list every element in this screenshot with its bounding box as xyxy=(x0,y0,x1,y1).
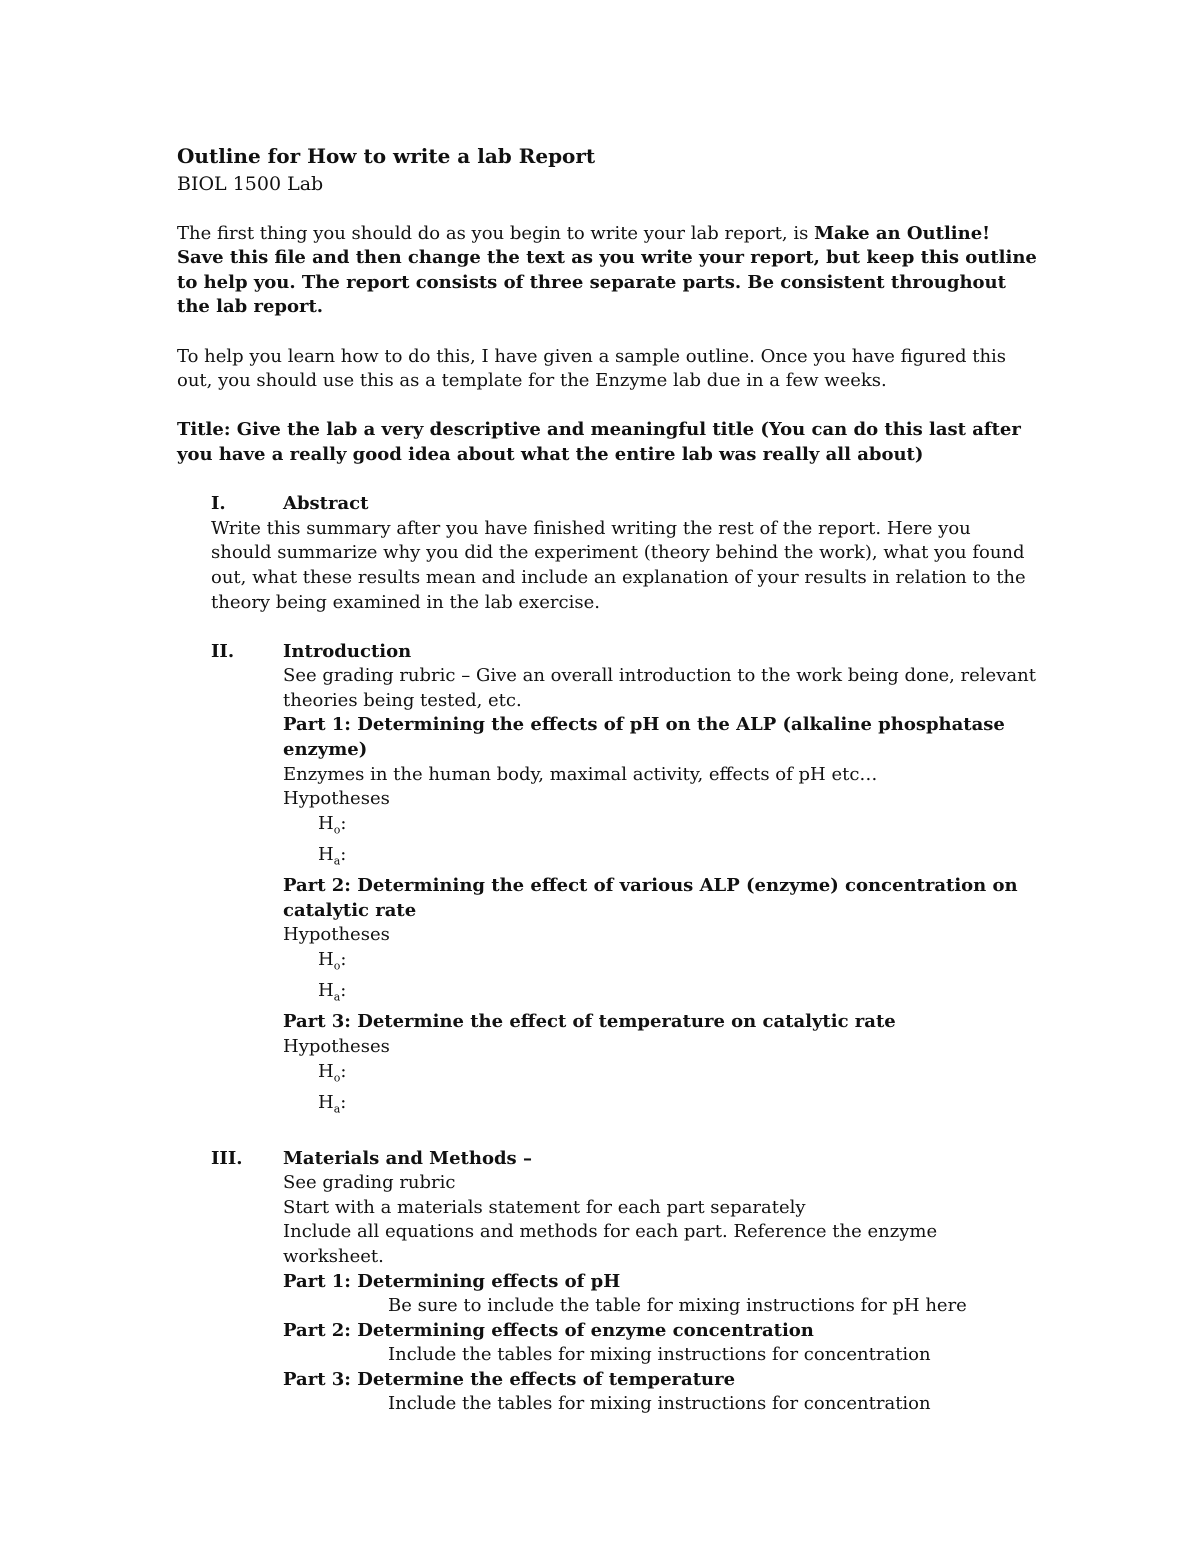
hypothesis-sub: o xyxy=(333,823,341,837)
section-number: II. xyxy=(211,640,235,662)
methods-part1-text: Be sure to include the table for mixing instructions for pH here xyxy=(388,1295,967,1317)
null-hypothesis xyxy=(318,812,1037,843)
spacer xyxy=(177,468,1037,493)
hypothesis-colon: : xyxy=(340,980,347,1002)
hypothesis-h: H xyxy=(318,812,334,834)
section-number: I. xyxy=(211,493,226,515)
methods-heading xyxy=(211,1147,1037,1172)
introduction-text: See grading rubric – Give an overall introduction to the work being done, relevant theories being tested, etc. xyxy=(283,665,1036,711)
intro-part1-title: Part 1: Determining the effects of pH on the ALP (alkaline phosphatase enzyme) xyxy=(283,714,1005,761)
abstract-heading xyxy=(211,492,1037,517)
intro-lead-text: The first thing you should do as you begin to write your lab report, is xyxy=(177,222,815,244)
spacer xyxy=(177,394,1037,419)
methods-part2-text: Include the tables for mixing instructions for concentration xyxy=(388,1344,931,1366)
introduction-body xyxy=(283,664,1037,1122)
methods-part3-title: Part 3: Determine the effects of temperature xyxy=(283,1368,736,1390)
alt-hypothesis xyxy=(318,1091,1037,1122)
methods-section xyxy=(211,1147,1037,1172)
course-label: BIOL 1500 Lab xyxy=(177,173,324,195)
hypothesis-colon: : xyxy=(340,949,347,970)
sample-paragraph: To help you learn how to do this, I have given a sample outline. Once you have figured this out, you should use this as a template for the Enzyme lab due in a few weeks. xyxy=(177,345,1007,392)
spacer xyxy=(177,197,1037,222)
hypothesis-sub: o xyxy=(333,959,341,973)
title-instruction-text: Give the lab a very descriptive and meaningful title (You can do this last after you have a really good idea about what the entire lab was really all about) xyxy=(177,419,1021,465)
abstract-body: Write this summary after you have finished writing the rest of the report. Here you should summarize why you did the experiment (theory behind the work), what you found out, what these results mean and include an explanation of your results in relation to the theory being examined in the lab exercise. xyxy=(211,517,1026,613)
hypotheses-label: Hypotheses xyxy=(283,788,390,810)
methods-part1-title: Part 1: Determining effects of pH xyxy=(283,1270,621,1292)
section-number: III. xyxy=(211,1147,243,1169)
methods-part2-title: Part 2: Determining effects of enzyme concentration xyxy=(283,1319,814,1341)
spacer xyxy=(177,1122,1037,1147)
intro-part2-title: Part 2: Determining the effect of various ALP (enzyme) concentration on catalytic rate xyxy=(283,875,1018,921)
intro-part3-title: Part 3: Determine the effect of temperature on catalytic rate xyxy=(283,1011,896,1033)
spacer xyxy=(177,615,1037,640)
title-label: Title: xyxy=(177,419,231,441)
hypotheses-label: Hypotheses xyxy=(283,924,390,946)
alt-hypothesis xyxy=(318,843,1037,874)
intro-paragraph xyxy=(177,222,1037,320)
intro-part1-text: Enzymes in the human body, maximal activity, effects of pH etc… xyxy=(283,763,878,785)
intro-lead-bold: Make an Outline! Save this file and then change the text as you write your report, but keep this outline to help you. The report consists of three separate parts. Be consistent throughout the lab report. xyxy=(177,222,1037,318)
methods-part3-text: Include the tables for mixing instructions for concentration xyxy=(388,1393,931,1415)
null-hypothesis xyxy=(318,948,1037,979)
hypothesis-sub: a xyxy=(333,990,341,1004)
hypothesis-colon: : xyxy=(340,844,347,866)
hypothesis-sub: a xyxy=(333,854,341,868)
hypothesis-h: H xyxy=(318,949,334,970)
section-heading: Materials and Methods – xyxy=(283,1147,532,1169)
title-instruction xyxy=(177,418,1037,467)
methods-line2: Start with a materials statement for each part separately xyxy=(283,1196,806,1218)
methods-line3: Include all equations and methods for each part. Reference the enzyme worksheet. xyxy=(283,1221,938,1267)
hypothesis-h: H xyxy=(318,844,334,866)
methods-body xyxy=(283,1171,1037,1294)
hypothesis-h: H xyxy=(318,1060,334,1082)
hypothesis-sub: o xyxy=(333,1071,341,1085)
abstract-section xyxy=(211,492,1037,615)
section-heading: Introduction xyxy=(283,640,412,662)
document-page xyxy=(177,141,1037,1417)
hypothesis-h: H xyxy=(318,980,334,1002)
hypothesis-sub: a xyxy=(333,1102,341,1116)
introduction-heading xyxy=(211,640,1037,665)
document-title: Outline for How to write a lab Report xyxy=(177,144,596,168)
introduction-section xyxy=(211,640,1037,665)
null-hypothesis xyxy=(318,1060,1037,1091)
hypothesis-h: H xyxy=(318,1091,334,1113)
hypothesis-colon: : xyxy=(340,1091,347,1113)
spacer xyxy=(177,320,1037,345)
hypotheses-label: Hypotheses xyxy=(283,1035,390,1057)
alt-hypothesis xyxy=(318,979,1037,1010)
section-heading: Abstract xyxy=(283,493,369,515)
hypothesis-colon: : xyxy=(340,812,347,834)
methods-line1: See grading rubric xyxy=(283,1172,456,1194)
hypothesis-colon: : xyxy=(340,1060,347,1082)
